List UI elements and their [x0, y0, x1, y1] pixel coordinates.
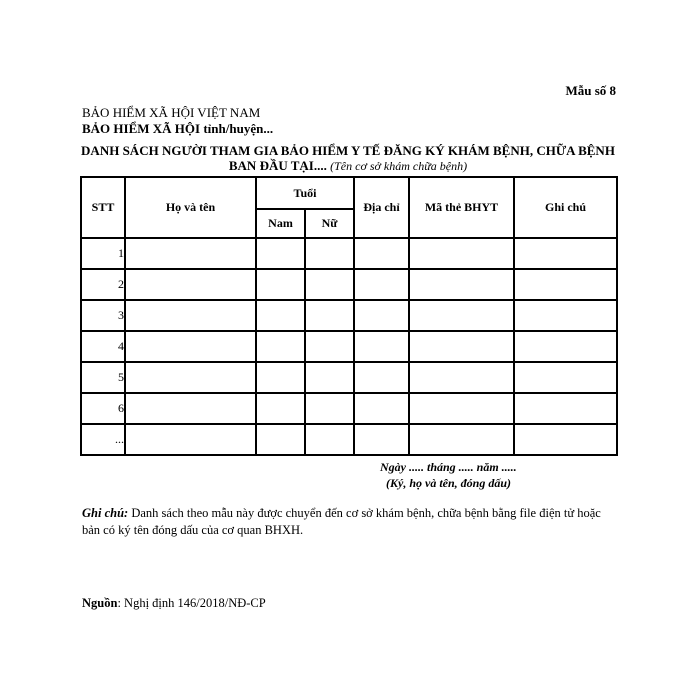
cell-card[interactable]	[409, 300, 514, 331]
table-row	[81, 269, 617, 300]
cell-notes[interactable]	[514, 238, 617, 269]
cell-female[interactable]	[305, 393, 354, 424]
cell-stt: 2	[81, 269, 125, 300]
cell-notes[interactable]	[514, 393, 617, 424]
cell-card[interactable]	[409, 424, 514, 455]
cell-card[interactable]	[409, 393, 514, 424]
cell-card[interactable]	[409, 238, 514, 269]
cell-female[interactable]	[305, 238, 354, 269]
cell-male[interactable]	[256, 269, 305, 300]
cell-male[interactable]	[256, 300, 305, 331]
header-card: Mã thẻ BHYT	[409, 177, 514, 238]
cell-name[interactable]	[125, 424, 256, 455]
cell-name[interactable]	[125, 331, 256, 362]
table-row	[81, 362, 617, 393]
cell-male[interactable]	[256, 238, 305, 269]
signature-instruction: (Ký, họ và tên, đóng dấu)	[386, 476, 512, 490]
header-male: Nam	[256, 209, 305, 238]
cell-notes[interactable]	[514, 300, 617, 331]
cell-stt: 6	[81, 393, 125, 424]
cell-address[interactable]	[354, 331, 409, 362]
cell-male[interactable]	[256, 424, 305, 455]
footnote-text: Danh sách theo mẫu này được chuyển đến cơ sở khám bệnh, chữa bệnh bằng file điện tử hoặc bản có ký tên đóng dấu của cơ quan BHXH.	[82, 506, 601, 537]
cell-name[interactable]	[125, 238, 256, 269]
header-name: Họ và tên	[125, 177, 256, 238]
cell-male[interactable]	[256, 331, 305, 362]
table-row	[81, 331, 617, 362]
table-row	[81, 393, 617, 424]
signature-date: Ngày ..... tháng ..... năm .....	[380, 460, 517, 474]
cell-stt: 1	[81, 238, 125, 269]
source-line	[82, 596, 266, 611]
registration-table	[80, 176, 618, 456]
title-main: DANH SÁCH NGƯỜI THAM GIA BẢO HIỂM Y TẾ ĐĂNG KÝ KHÁM BỆNH, CHỮA BỆNH BAN ĐẦU TẠI....	[81, 143, 615, 173]
cell-male[interactable]	[256, 393, 305, 424]
cell-male[interactable]	[256, 362, 305, 393]
cell-female[interactable]	[305, 362, 354, 393]
cell-card[interactable]	[409, 269, 514, 300]
cell-address[interactable]	[354, 424, 409, 455]
document-title	[78, 143, 618, 174]
table-row	[81, 238, 617, 269]
header-notes: Ghi chú	[514, 177, 617, 238]
header-address: Địa chỉ	[354, 177, 409, 238]
header-stt: STT	[81, 177, 125, 238]
cell-notes[interactable]	[514, 424, 617, 455]
cell-name[interactable]	[125, 393, 256, 424]
form-number: Mẫu số 8	[565, 83, 616, 98]
footnote	[82, 505, 622, 539]
agency-name: BẢO HIỂM XÃ HỘI VIỆT NAM	[82, 105, 261, 120]
cell-stt: 4	[81, 331, 125, 362]
table-body	[81, 238, 617, 455]
cell-stt: 3	[81, 300, 125, 331]
footnote-label: Ghi chú:	[82, 506, 129, 520]
source-label: Nguồn	[82, 596, 118, 610]
cell-address[interactable]	[354, 269, 409, 300]
cell-stt: ...	[81, 424, 125, 455]
cell-name[interactable]	[125, 300, 256, 331]
cell-name[interactable]	[125, 362, 256, 393]
cell-stt: 5	[81, 362, 125, 393]
title-facility-placeholder: (Tên cơ sở khám chữa bệnh)	[330, 159, 468, 173]
table-row	[81, 300, 617, 331]
header-female: Nữ	[305, 209, 354, 238]
cell-address[interactable]	[354, 238, 409, 269]
cell-notes[interactable]	[514, 362, 617, 393]
cell-female[interactable]	[305, 300, 354, 331]
cell-notes[interactable]	[514, 269, 617, 300]
cell-notes[interactable]	[514, 331, 617, 362]
cell-card[interactable]	[409, 362, 514, 393]
cell-card[interactable]	[409, 331, 514, 362]
header-age: Tuổi	[256, 177, 354, 209]
cell-address[interactable]	[354, 300, 409, 331]
cell-address[interactable]	[354, 393, 409, 424]
cell-name[interactable]	[125, 269, 256, 300]
cell-female[interactable]	[305, 331, 354, 362]
agency-branch: BẢO HIỂM XÃ HỘI tỉnh/huyện...	[82, 121, 274, 136]
table-row	[81, 424, 617, 455]
cell-address[interactable]	[354, 362, 409, 393]
source-text: : Nghị định 146/2018/NĐ-CP	[117, 596, 266, 610]
cell-female[interactable]	[305, 269, 354, 300]
cell-female[interactable]	[305, 424, 354, 455]
